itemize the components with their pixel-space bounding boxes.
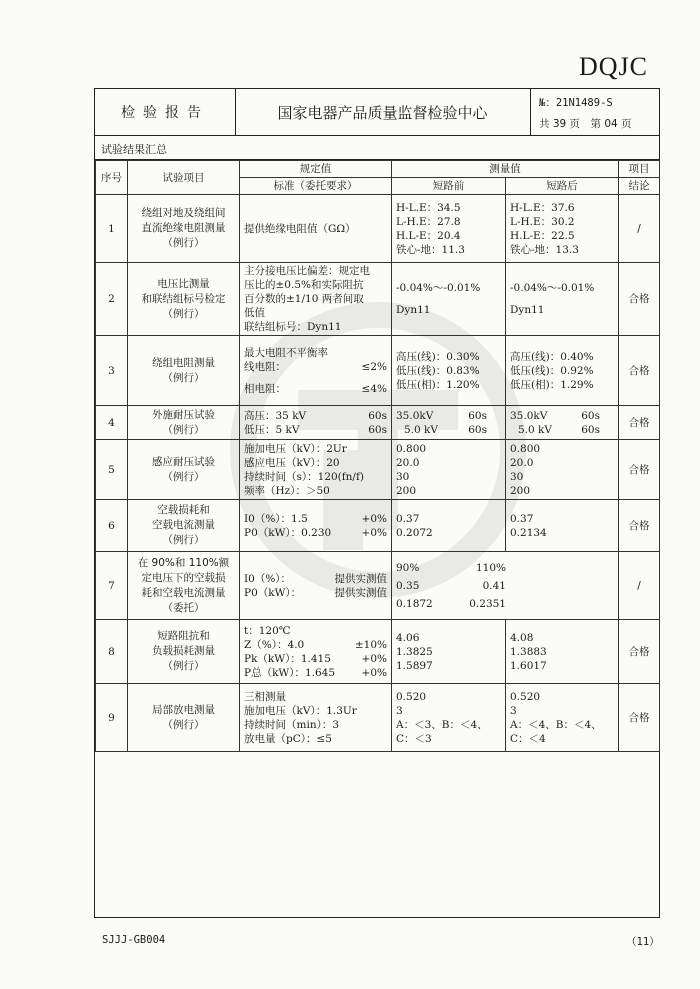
after-line: 4.08	[510, 631, 534, 644]
header-item: 试验项目	[128, 161, 240, 195]
before-line: H-L.E：34.5	[396, 201, 461, 214]
after-line: Dyn11	[510, 304, 545, 316]
after-line: 1.6017	[510, 659, 547, 672]
row-no: 1	[96, 195, 128, 263]
row-conclusion: 合格	[619, 620, 660, 684]
pair-value: 0.35	[396, 579, 420, 592]
after-line: 200	[510, 484, 531, 497]
row-after	[506, 440, 619, 500]
spec-line: 施加电压（kV）：2Ur	[244, 442, 347, 455]
before-line: -0.04%～-0.01%	[396, 282, 481, 294]
pair-value: 0.2351	[469, 597, 506, 610]
before-duration: 60s	[468, 409, 487, 422]
report-label: 检验报告	[95, 89, 236, 135]
spec-line: 频率（Hz）：＞50	[244, 484, 330, 497]
pair-label: 90%	[396, 561, 420, 574]
row-item: 电压比测量 和联结组标号检定 （例行）	[128, 263, 240, 336]
results-table	[95, 160, 660, 752]
header-after: 短路后	[506, 178, 619, 195]
before-line: 0.37	[396, 512, 420, 525]
row-before	[392, 263, 506, 336]
spec-line: 提供绝缘电阻值（GΩ）	[244, 222, 356, 235]
row-no: 8	[96, 620, 128, 684]
report-frame	[94, 88, 660, 918]
footer-code: SJJJ-GB004	[102, 934, 166, 946]
row-after	[506, 195, 619, 263]
after-line: 0.37	[510, 512, 534, 525]
after-line: 低压(线)：0.92%	[510, 364, 594, 377]
row-before	[392, 336, 506, 406]
after-line: 0.520	[510, 690, 541, 703]
report-number: №：21N1489-S	[539, 97, 613, 109]
header-conclusion-2: 结论	[619, 178, 660, 195]
header-spec-sub: 标准（委托要求）	[240, 178, 392, 195]
spec-line: t：120℃	[244, 624, 291, 637]
pair-value: 0.41	[482, 579, 506, 592]
table-row	[96, 195, 660, 263]
spec-line: I0（%）：1.5	[244, 512, 308, 525]
row-item: 在 90%和 110%额 定电压下的空载损 耗和空载电流测量 （委托）	[128, 552, 240, 620]
row-after	[506, 500, 619, 552]
row-no: 2	[96, 263, 128, 336]
after-line: -0.04%～-0.01%	[510, 282, 595, 294]
table-row	[96, 406, 660, 440]
row-spec	[240, 195, 392, 263]
after-line: C：＜4	[510, 732, 546, 745]
row-item: 绕组电阻测量 （例行）	[128, 336, 240, 406]
after-line: 5.0 kV	[518, 423, 552, 436]
spec-line: 相电阻：	[244, 382, 286, 395]
row-conclusion: 合格	[619, 336, 660, 406]
row-conclusion: 合格	[619, 263, 660, 336]
spec-line: P0（kW）：0.230	[244, 526, 332, 539]
spec-line: 低值	[244, 307, 265, 319]
row-item: 局部放电测量 （例行）	[128, 684, 240, 752]
spec-duration: 60s	[368, 409, 387, 422]
header-measured: 测量值	[392, 161, 619, 178]
before-line: 1.3825	[396, 645, 433, 658]
after-line: H.L-E：22.5	[510, 229, 575, 242]
spec-line: 主分接电压比偏差：规定电	[244, 265, 370, 277]
before-line: 5.0 kV	[404, 423, 438, 436]
after-line: H-L.E：37.6	[510, 201, 575, 214]
row-before	[392, 406, 506, 440]
table-row	[96, 263, 660, 336]
before-line: 低压(相)：1.20%	[396, 378, 480, 391]
row-conclusion: 合格	[619, 440, 660, 500]
row-after	[506, 406, 619, 440]
table-row	[96, 620, 660, 684]
row-item: 外施耐压试验 （例行）	[128, 406, 240, 440]
brand-mark: DQJC	[579, 52, 649, 81]
after-line: 1.3883	[510, 645, 547, 658]
spec-line: 最大电阻不平衡率	[244, 346, 328, 359]
row-spec	[240, 684, 392, 752]
before-line: 0.800	[396, 442, 427, 455]
row-conclusion: /	[619, 552, 660, 620]
before-duration: 60s	[468, 423, 487, 436]
row-conclusion: 合格	[619, 406, 660, 440]
row-item: 短路阻抗和 负载损耗测量 （例行）	[128, 620, 240, 684]
pair-label: 110%	[475, 561, 506, 574]
after-line: 3	[510, 704, 517, 717]
before-line: 35.0kV	[396, 409, 434, 422]
before-line: 低压(线)：0.83%	[396, 364, 480, 377]
header-conclusion-1: 项目	[619, 161, 660, 178]
row-conclusion: 合格	[619, 500, 660, 552]
before-line: H.L-E：20.4	[396, 229, 461, 242]
row-no: 9	[96, 684, 128, 752]
before-line: 0.520	[396, 690, 427, 703]
spec-line: P0（kW）：	[244, 586, 302, 599]
after-line: 高压(线)：0.40%	[510, 350, 594, 363]
header-no: 序号	[96, 161, 128, 195]
after-line: 0.800	[510, 442, 541, 455]
table-row	[96, 684, 660, 752]
pair-value: 0.1872	[396, 597, 433, 610]
footer-page: （11）	[626, 936, 660, 948]
spec-tolerance: +0%	[361, 652, 387, 665]
row-conclusion: /	[619, 195, 660, 263]
row-no: 3	[96, 336, 128, 406]
row-no: 6	[96, 500, 128, 552]
page-info: 共 39 页 第 04 页	[539, 118, 632, 130]
row-measured-pairs	[392, 552, 619, 620]
after-duration: 60s	[581, 409, 600, 422]
row-conclusion: 合格	[619, 684, 660, 752]
table-row	[96, 440, 660, 500]
spec-line: 持续时间（s）：120(fn/f)	[244, 470, 364, 483]
before-line: Dyn11	[396, 304, 431, 316]
after-line: L-H.E：30.2	[510, 215, 575, 228]
row-item: 空载损耗和 空载电流测量 （例行）	[128, 500, 240, 552]
spec-tolerance: +0%	[361, 666, 387, 679]
row-item: 感应耐压试验 （例行）	[128, 440, 240, 500]
spec-line: 百分数的±1/10 两者间取	[244, 293, 364, 305]
report-header	[95, 89, 659, 136]
row-no: 7	[96, 552, 128, 620]
spec-line: 高压：35 kV	[244, 409, 307, 422]
spec-line: 线电阻：	[244, 360, 286, 373]
spec-tolerance: ±10%	[354, 638, 387, 651]
row-no: 4	[96, 406, 128, 440]
center-name: 国家电器产品质量监督检验中心	[235, 89, 531, 135]
before-line: 1.5897	[396, 659, 433, 672]
spec-line: 持续时间（min）：3	[244, 718, 340, 731]
row-item: 绕组对地及绕组间 直流绝缘电阻测量 （例行）	[128, 195, 240, 263]
row-after	[506, 620, 619, 684]
after-duration: 60s	[581, 423, 600, 436]
row-before	[392, 500, 506, 552]
row-spec	[240, 552, 392, 620]
spec-tolerance: +0%	[361, 526, 387, 539]
before-line: 高压(线)：0.30%	[396, 350, 480, 363]
spec-line: 联结组标号：Dyn11	[244, 321, 342, 333]
after-line: 铁心-地：13.3	[510, 243, 579, 256]
before-line: 4.06	[396, 631, 420, 644]
after-line: 35.0kV	[510, 409, 548, 422]
after-line: 0.2134	[510, 526, 547, 539]
row-spec	[240, 406, 392, 440]
spec-duration: 60s	[368, 423, 387, 436]
spec-line: 放电量（pC）：≤5	[244, 732, 332, 745]
before-line: 铁心-地：11.3	[396, 243, 465, 256]
row-spec	[240, 440, 392, 500]
before-line: 200	[396, 484, 417, 497]
before-line: 30	[396, 470, 410, 483]
spec-requirement: 提供实测值	[334, 572, 387, 585]
spec-line: 施加电压（kV）：1.3Ur	[244, 704, 357, 717]
spec-tolerance: +0%	[361, 512, 387, 525]
spec-line: 低压：5 kV	[244, 423, 300, 436]
before-line: C：＜3	[396, 732, 432, 745]
spec-line: I0（%）：	[244, 572, 292, 585]
row-before	[392, 620, 506, 684]
after-line: 低压(相)：1.29%	[510, 378, 594, 391]
header-spec: 规定值	[240, 161, 392, 178]
row-before	[392, 440, 506, 500]
table-row	[96, 336, 660, 406]
row-before	[392, 684, 506, 752]
spec-line: Pk（kW）：1.415	[244, 652, 331, 665]
row-after	[506, 684, 619, 752]
spec-line: Z（%）：4.0	[244, 638, 305, 651]
row-after	[506, 263, 619, 336]
before-line: A：＜3、B：＜4、	[396, 718, 488, 731]
spec-line: 压比的±0.5%和实际阻抗	[244, 279, 364, 291]
spec-line: P总（kW）：1.645	[244, 666, 336, 679]
section-title: 试验结果汇总	[101, 143, 167, 156]
row-spec	[240, 263, 392, 336]
table-row	[96, 500, 660, 552]
before-line: 20.0	[396, 456, 420, 469]
row-no: 5	[96, 440, 128, 500]
before-line: 3	[396, 704, 403, 717]
row-spec	[240, 336, 392, 406]
row-before	[392, 195, 506, 263]
spec-tolerance: ≤4%	[361, 382, 387, 395]
spec-tolerance: ≤2%	[361, 360, 387, 373]
row-spec	[240, 620, 392, 684]
row-after	[506, 336, 619, 406]
table-row	[96, 552, 660, 620]
before-line: 0.2072	[396, 526, 433, 539]
after-line: 20.0	[510, 456, 534, 469]
spec-requirement: 提供实测值	[334, 586, 387, 599]
header-before: 短路前	[392, 178, 506, 195]
after-line: 30	[510, 470, 524, 483]
row-spec	[240, 500, 392, 552]
before-line: L-H.E：27.8	[396, 215, 461, 228]
spec-line: 三相测量	[244, 690, 286, 703]
spec-line: 感应电压（kV）：20	[244, 456, 340, 469]
after-line: A：＜4、B：＜4、	[510, 718, 602, 731]
